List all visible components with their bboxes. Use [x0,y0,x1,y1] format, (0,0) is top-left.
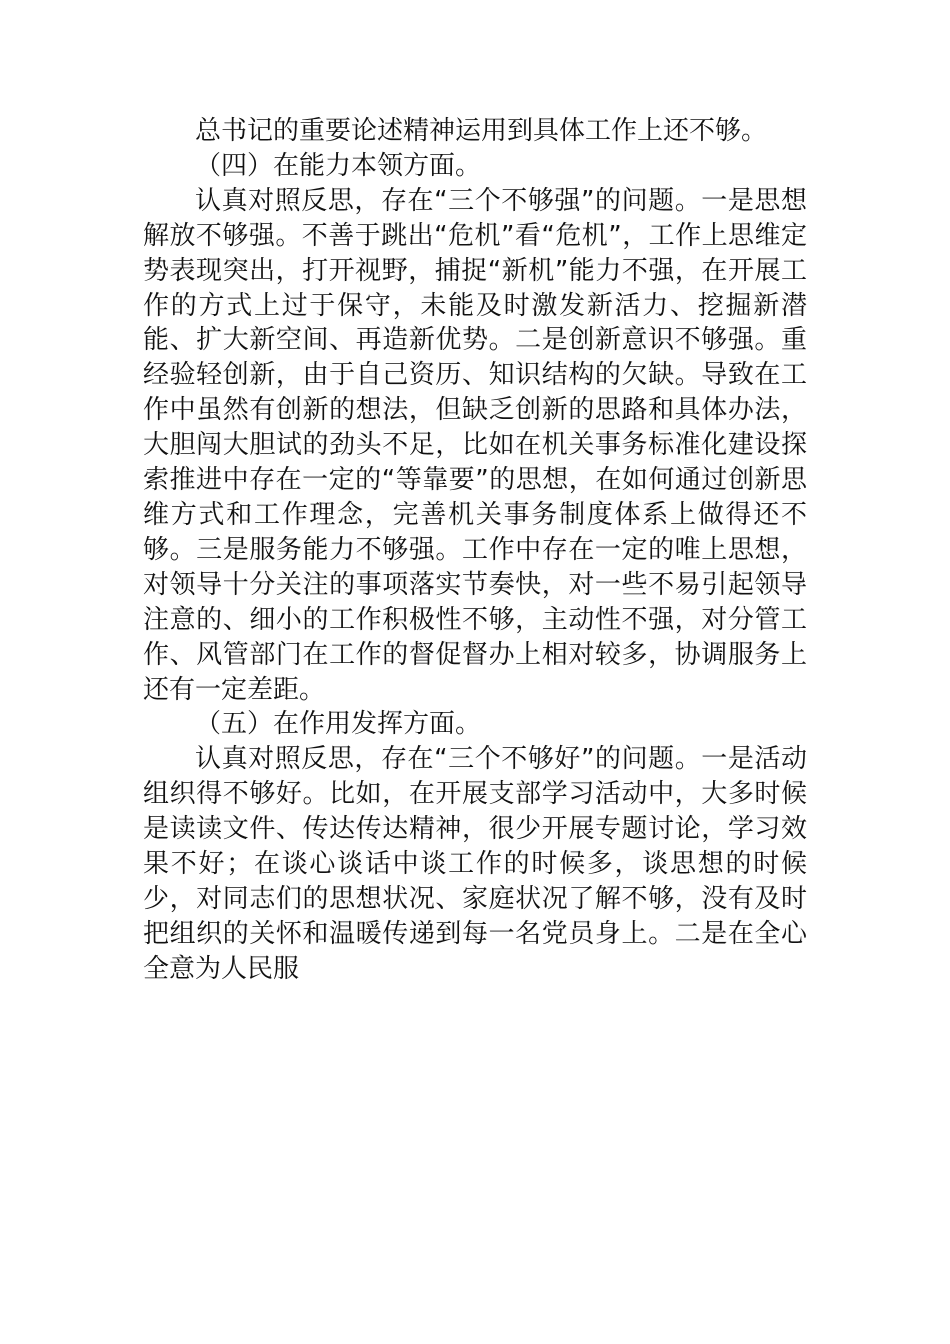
paragraph-ability: 认真对照反思，存在“三个不够强”的问题。一是思想解放不够强。不善于跳出“危机”看“危机”，工作上思维定势表现突出，打开视野，捕捉“新机”能力不强，在开展工作的方式上过于保守，未能及时激发新活力、挖掘新潜能、扩大新空间、再造新优势。二是创新意识不够强。重经验轻创新，由于自己资历、知识结构的欠缺。导致在工作中虽然有创新的想法，但缺乏创新的思路和具体办法，大胆闯大胆试的劲头不足，比如在机关事务标准化建设探索推进中存在一定的“等靠要”的思想，在如何通过创新思维方式和工作理念，完善机关事务制度体系上做得还不够。三是服务能力不够强。工作中存在一定的唯上思想，对领导十分关注的事项落实节奏快，对一些不易引起领导注意的、细小的工作积极性不够，主动性不强，对分管工作、风管部门在工作的督促督办上相对较多，协调服务上还有一定差距。 [143,185,807,705]
section-heading-five: （五）在作用发挥方面。 [195,709,482,740]
document-body [143,114,807,987]
paragraph-role: 认真对照反思，存在“三个不够好”的问题。一是活动组织得不够好。比如，在开展支部学习活动中，大多时候是读读文件、传达传达精神，很少开展专题讨论，学习效果不好；在谈心谈话中谈工作的时候多，谈思想的时候少，对同志们的思想状况、家庭状况了解不够，没有及时把组织的关怀和温暖传递到每一名党员身上。二是在全心全意为人民服 [143,744,807,984]
paragraph-continuation: 总书记的重要论述精神运用到具体工作上还不够。 [195,116,768,146]
section-heading-four: （四）在能力本领方面。 [195,150,482,181]
